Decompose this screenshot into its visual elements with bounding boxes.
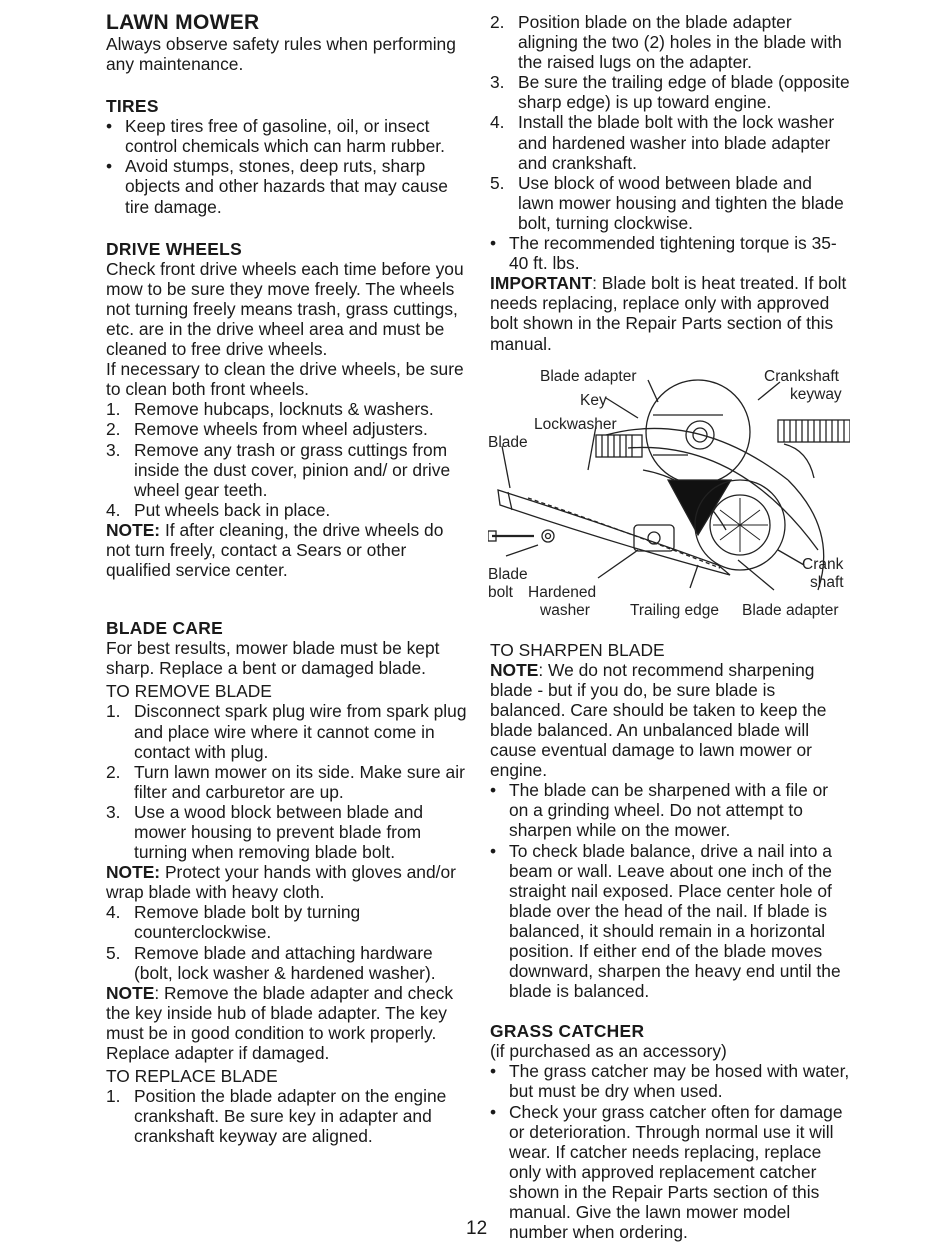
remove-blade-steps (106, 701, 468, 862)
list-item: 4. Install the blade bolt with the lock washer and hardened washer into blade adapter and crankshaft. (490, 112, 835, 173)
label-blade-bolt-2: bolt (488, 583, 513, 601)
label-crankshaft-1: Crank (802, 555, 844, 573)
remove-blade-heading: TO REMOVE BLADE (106, 681, 272, 702)
label-hardened-1: Hardened (528, 583, 597, 601)
lawn-mower-intro: Always observe safety rules when performing any maintenance. (106, 34, 456, 75)
drive-wheels-steps (106, 399, 468, 520)
label-crankshaft-keyway-2: keyway (790, 385, 842, 403)
label-hardened-2: washer (540, 601, 590, 619)
blade-care-paragraph: For best results, mower blade must be kept sharp. Replace a bent or damaged blade. (106, 638, 440, 679)
label-blade-adapter-top: Blade adapter (540, 367, 637, 385)
grass-catcher-sub: (if purchased as an accessory) (490, 1041, 727, 1062)
tires-list (106, 116, 468, 216)
grass-catcher-list (490, 1061, 850, 1242)
label-trailing-edge: Trailing edge (630, 601, 720, 619)
list-item: 4. Put wheels back in place. (106, 499, 331, 520)
replace-blade-steps-continued (490, 12, 850, 233)
drive-wheels-paragraph-2: If necessary to clean the drive wheels, be sure to clean both front wheels. (106, 359, 464, 400)
list-item: 5. Remove blade and attaching hardware (bolt, lock washer & hardened washer). (106, 942, 436, 983)
page-number: 12 (466, 1218, 488, 1239)
blade-assembly-diagram (488, 360, 850, 630)
list-item: • The blade can be sharpened with a file or on a grinding wheel. Do not attempt to sharpen while on the mower. (490, 780, 829, 841)
label-lockwasher: Lockwasher (534, 415, 617, 433)
label-crankshaft-2: shaft (810, 573, 844, 591)
label-key: Key (580, 391, 607, 409)
replace-blade-heading: TO REPLACE BLADE (106, 1066, 278, 1087)
left-column (106, 12, 468, 1147)
remove-blade-steps-continued (106, 902, 468, 982)
list-item: 1. Disconnect spark plug wire from spark plug and place wire where it cannot come in contact with plug. (106, 701, 467, 762)
label-crankshaft-keyway-1: Crankshaft (764, 367, 839, 385)
list-item: • Keep tires free of gasoline, oil, or insect control chemicals which can harm rubber. (106, 116, 445, 157)
right-column (490, 12, 850, 1242)
label-blade: Blade (488, 433, 528, 451)
list-item: 5. Use block of wood between blade and lawn mower housing and tighten the blade bolt, turning clockwise. (490, 172, 844, 233)
sharpen-blade-heading: TO SHARPEN BLADE (490, 639, 665, 660)
list-item: • Avoid stumps, stones, deep ruts, sharp objects and other hazards that may cause tire damage. (106, 156, 448, 217)
blade-care-heading: BLADE CARE (106, 618, 224, 639)
sharpen-list (490, 780, 850, 1001)
list-item: • To check blade balance, drive a nail into a beam or wall. Leave about one inch of the straight nail exposed. Place center hole of blade over the head of the nail. If blade is balanced, it should remain in a horizontal position. If either end of the blade moves downward, sharpen the heavy end until the blade is balanced. (490, 840, 841, 1002)
list-item: 2. Position blade on the blade adapter aligning the two (2) holes in the blade with the raised lugs on the adapter. (490, 12, 842, 73)
replace-blade-steps (106, 1086, 468, 1146)
torque-list (490, 233, 850, 273)
drive-wheels-paragraph-1: Check front drive wheels each time before you mow to be sure they move freely. The wheels not turning freely means trash, grass cuttings, etc. are in the drive wheel area and must be cleaned to free drive wheels. (106, 258, 464, 360)
list-item: 3. Remove any trash or grass cuttings from inside the dust cover, pinion and/ or drive wheel gear teeth. (106, 439, 451, 500)
remove-blade-note-2: NOTE: Remove the blade adapter and check the key inside hub of blade adapter. The key must be in good condition to work properly. Replace adapter if damaged. (106, 982, 454, 1064)
list-item: 2. Turn lawn mower on its side. Make sure air filter and carburetor are up. (106, 761, 465, 802)
drive-wheels-note (106, 520, 468, 580)
remove-blade-note-1: NOTE: Protect your hands with gloves and/or wrap blade with heavy cloth. (106, 862, 456, 903)
list-item: 1. Remove hubcaps, locknuts & washers. (106, 399, 434, 420)
list-item: 1. Position the blade adapter on the engine crankshaft. Be sure key in adapter and crankshaft keyway are aligned. (106, 1086, 447, 1147)
sharpen-note: NOTE: We do not recommend sharpening blade - but if you do, be sure blade is balanced. Care should be taken to keep the blade balanced. An unbalanced blade will cause eventual damage to lawn mower or engine. (490, 659, 827, 781)
list-item: • Check your grass catcher often for damage or deterioration. Through normal use it will wear. If catcher needs replacing, replace only with approved replacement catcher shown in the Repair Parts section of this manual. Give the lawn mower model number when ordering. (490, 1101, 843, 1243)
list-item: • The grass catcher may be hosed with water, but must be dry when used. (490, 1061, 850, 1102)
note-label: NOTE: (106, 519, 161, 540)
grass-catcher-heading: GRASS CATCHER (490, 1021, 645, 1042)
drive-wheels-heading: DRIVE WHEELS (106, 238, 242, 259)
label-blade-adapter-bottom: Blade adapter (742, 601, 839, 619)
list-item: 3. Be sure the trailing edge of blade (opposite sharp edge) is up toward engine. (490, 72, 850, 113)
label-blade-bolt-1: Blade (488, 565, 528, 583)
list-item: 4. Remove blade bolt by turning counterclockwise. (106, 902, 361, 943)
list-item: 3. Use a wood block between blade and mower housing to prevent blade from turning when removing blade bolt. (106, 801, 424, 863)
important-note: IMPORTANT: Blade bolt is heat treated. If bolt needs replacing, replace only with approved bolt shown in the Repair Parts section of this manual. (490, 273, 847, 354)
list-item: • The recommended tightening torque is 35-40 ft. lbs. (490, 233, 837, 274)
lawn-mower-title: LAWN MOWER (106, 11, 260, 34)
list-item: 2. Remove wheels from wheel adjusters. (106, 419, 428, 440)
tires-heading: TIRES (106, 96, 159, 117)
note-text: If after cleaning, the drive wheels do not turn freely, contact a Sears or other qualified service center. (106, 519, 444, 581)
